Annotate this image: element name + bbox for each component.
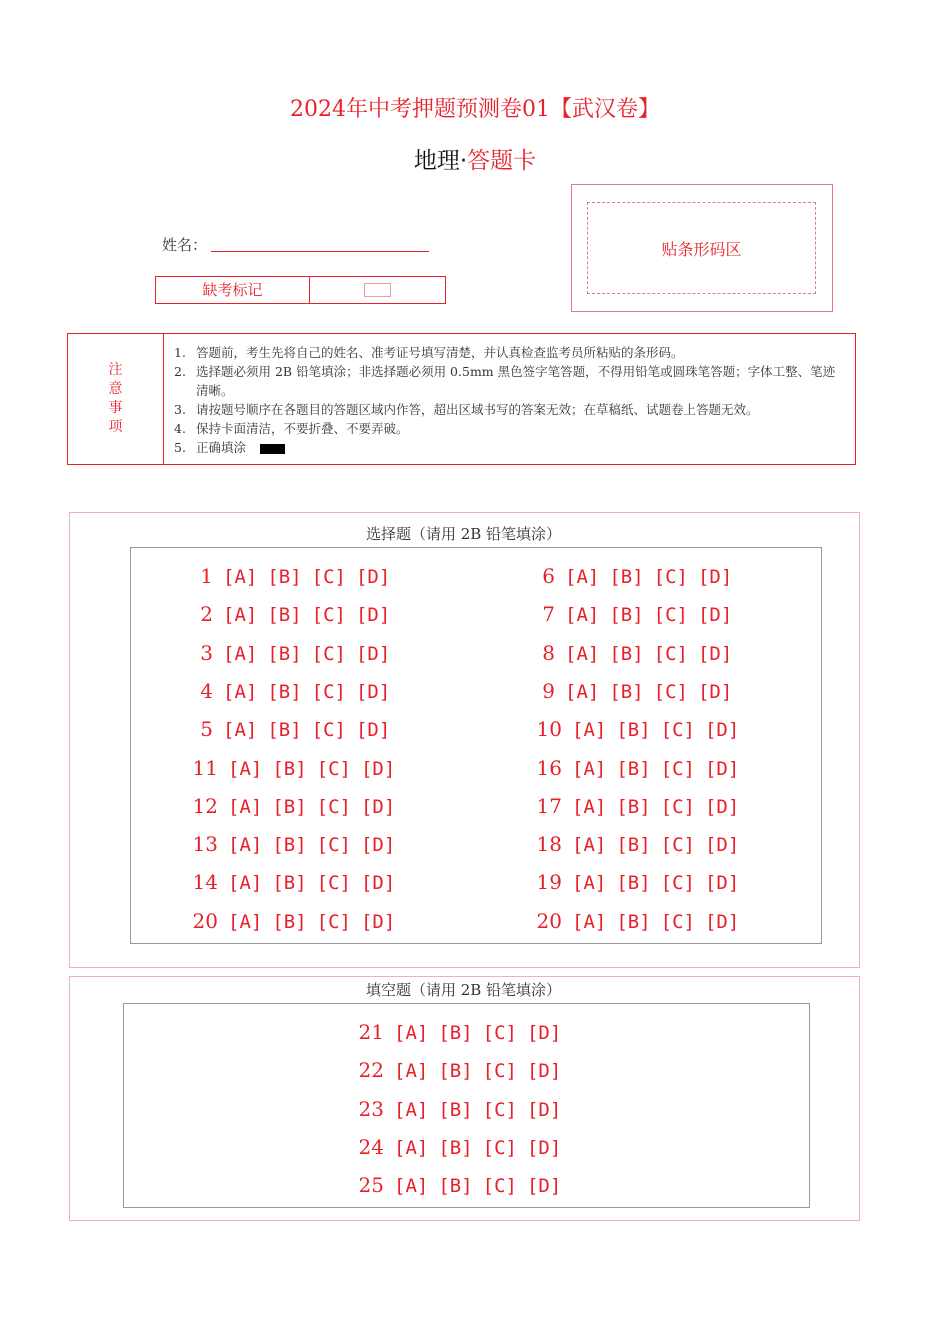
question-number: 20	[536, 908, 562, 933]
question-number: 7	[542, 602, 555, 627]
answer-bubble[interactable]: [A]	[223, 566, 258, 588]
answer-bubble[interactable]: [C]	[311, 604, 346, 627]
note-text: 保持卡面清洁，不要折叠、不要弄破。	[196, 421, 409, 436]
question-number: 13	[192, 832, 218, 857]
answer-bubble[interactable]: [C]	[311, 566, 346, 588]
question-row	[188, 794, 395, 818]
answer-bubble[interactable]: [C]	[653, 566, 688, 588]
answer-bubble[interactable]: [A]	[223, 680, 258, 703]
answer-bubble[interactable]: [B]	[267, 566, 302, 588]
answer-bubble[interactable]: [A]	[572, 719, 607, 742]
answer-bubble[interactable]: [D]	[360, 757, 396, 780]
answer-bubble[interactable]: [B]	[609, 604, 644, 627]
question-number: 18	[536, 832, 562, 857]
question-number: 4	[200, 678, 213, 703]
answer-bubble[interactable]: [B]	[616, 795, 651, 818]
answer-bubble[interactable]: [C]	[316, 872, 351, 895]
answer-bubble[interactable]: [D]	[697, 642, 733, 665]
answer-bubble[interactable]: [C]	[316, 795, 351, 818]
answer-bubble[interactable]: [D]	[355, 642, 391, 665]
question-number: 14	[192, 870, 218, 895]
answer-bubble[interactable]: [D]	[704, 795, 740, 818]
question-number: 23	[358, 1096, 384, 1121]
answer-bubble[interactable]: [A]	[565, 566, 600, 588]
answer-bubble[interactable]: [C]	[482, 1098, 517, 1121]
answer-bubble[interactable]: [A]	[572, 834, 607, 857]
answer-bubble[interactable]: [D]	[704, 757, 740, 780]
answer-bubble[interactable]: [C]	[482, 1060, 517, 1083]
note-text: 答题前，考生先将自己的姓名、准考证号填写清楚，并认真检查监考员所粘贴的条形码。	[196, 345, 684, 360]
answer-bubble[interactable]: [C]	[311, 642, 346, 665]
absent-mark-row	[155, 276, 446, 304]
barcode-placeholder	[587, 202, 816, 294]
question-number: 5	[200, 717, 213, 742]
answer-bubble[interactable]: [B]	[616, 872, 651, 895]
answer-bubble[interactable]: [C]	[660, 834, 695, 857]
note-item	[174, 400, 847, 419]
answer-bubble[interactable]: [A]	[228, 834, 263, 857]
choice-section-title: 选择题（请用 2B 铅笔填涂）	[365, 525, 562, 543]
note-text	[196, 438, 847, 457]
question-number: 19	[536, 870, 562, 895]
question-row	[530, 717, 739, 741]
answer-bubble[interactable]: [C]	[311, 719, 346, 742]
answer-bubble[interactable]: [B]	[272, 910, 307, 933]
question-row	[354, 1097, 561, 1121]
answer-bubble[interactable]: [A]	[223, 604, 258, 627]
answer-bubble[interactable]: [D]	[360, 910, 396, 933]
note-number: 5.	[174, 440, 186, 455]
question-row	[530, 909, 739, 933]
answer-bubble[interactable]: [B]	[272, 834, 307, 857]
question-row	[354, 1020, 561, 1044]
absent-mark-checkbox[interactable]	[364, 283, 391, 297]
answer-bubble[interactable]: [A]	[572, 872, 607, 895]
question-row	[188, 870, 395, 894]
answer-bubble[interactable]: [C]	[660, 719, 695, 742]
notes-heading-char: 意	[108, 381, 123, 397]
notes-heading	[68, 334, 164, 464]
note-number: 1.	[174, 345, 186, 360]
exam-title: 2024年中考押题预测卷01【武汉卷】	[290, 97, 660, 122]
question-number: 3	[200, 640, 213, 665]
question-row	[188, 641, 390, 665]
note-number: 2.	[174, 364, 186, 379]
name-label: 姓名：	[162, 236, 208, 254]
answer-bubble[interactable]: [B]	[267, 604, 302, 627]
answer-bubble[interactable]: [A]	[228, 757, 263, 780]
answer-bubble[interactable]: [B]	[438, 1060, 473, 1083]
subject-dot: ·	[459, 148, 468, 174]
answer-bubble[interactable]: [B]	[438, 1022, 473, 1044]
question-row	[188, 832, 395, 856]
subject-title	[0, 142, 950, 175]
answer-bubble[interactable]: [A]	[565, 604, 600, 627]
answer-bubble[interactable]: [B]	[609, 566, 644, 588]
question-row	[188, 756, 395, 780]
question-number: 17	[536, 793, 562, 818]
answer-bubble[interactable]: [C]	[311, 680, 346, 703]
answer-bubble[interactable]: [B]	[272, 757, 307, 780]
question-row	[530, 832, 739, 856]
question-row	[354, 1135, 561, 1159]
question-row	[188, 602, 390, 626]
answer-bubble[interactable]: [C]	[316, 757, 351, 780]
question-number: 11	[192, 755, 218, 780]
notes-box	[67, 333, 856, 465]
question-number: 9	[542, 678, 555, 703]
notes-heading-char: 事	[108, 400, 123, 416]
question-row	[530, 602, 732, 626]
fill-example-label: 正确填涂	[196, 440, 247, 455]
note-item	[174, 343, 847, 362]
question-number: 8	[542, 640, 555, 665]
answer-bubble[interactable]: [A]	[228, 795, 263, 818]
answer-bubble[interactable]: [A]	[394, 1175, 429, 1198]
notes-heading-char: 注	[108, 362, 123, 378]
answer-bubble[interactable]: [D]	[704, 910, 740, 933]
note-text: 请按题号顺序在各题目的答题区域内作答，超出区域书写的答案无效；在草稿纸、试题卷上答题无效。	[196, 402, 759, 417]
answer-bubble[interactable]: [D]	[360, 834, 396, 857]
answer-bubble[interactable]: [D]	[697, 680, 733, 703]
answer-bubble[interactable]: [D]	[355, 566, 391, 588]
answer-bubble[interactable]: [A]	[572, 795, 607, 818]
answer-bubble[interactable]: [A]	[394, 1060, 429, 1083]
note-item	[174, 438, 847, 457]
answer-bubble[interactable]: [C]	[653, 642, 688, 665]
fill-section-title: 填空题（请用 2B 铅笔填涂）	[365, 981, 562, 999]
answer-bubble[interactable]: [D]	[704, 834, 740, 857]
answer-bubble[interactable]: [D]	[360, 795, 396, 818]
answer-bubble[interactable]: [D]	[355, 604, 391, 627]
answer-bubble[interactable]: [D]	[697, 566, 733, 588]
answer-bubble[interactable]: [A]	[223, 719, 258, 742]
answer-bubble[interactable]: [C]	[660, 795, 695, 818]
answer-bubble[interactable]: [B]	[267, 680, 302, 703]
answer-bubble[interactable]: [B]	[616, 834, 651, 857]
answer-bubble[interactable]: [B]	[438, 1136, 473, 1159]
answer-bubble[interactable]: [C]	[660, 910, 695, 933]
answer-bubble[interactable]: [D]	[704, 872, 740, 895]
answer-bubble[interactable]: [A]	[572, 757, 607, 780]
answer-bubble[interactable]: [A]	[223, 642, 258, 665]
answer-bubble[interactable]: [B]	[616, 910, 651, 933]
question-row	[530, 794, 739, 818]
subject-name: 地理	[413, 148, 460, 174]
absent-mark-label: 缺考标记	[156, 277, 310, 303]
answer-bubble[interactable]: [B]	[609, 642, 644, 665]
answer-bubble[interactable]: [B]	[609, 680, 644, 703]
question-row	[530, 756, 739, 780]
question-row	[530, 564, 732, 588]
answer-bubble[interactable]: [A]	[394, 1098, 429, 1121]
question-row	[188, 717, 390, 741]
answer-bubble[interactable]: [B]	[616, 719, 651, 742]
answer-bubble[interactable]: [C]	[653, 604, 688, 627]
answer-bubble[interactable]: [B]	[616, 757, 651, 780]
question-number: 2	[200, 602, 213, 627]
answer-bubble[interactable]: [C]	[316, 910, 351, 933]
barcode-label: 贴条形码区	[661, 239, 742, 259]
filled-mark-example	[260, 444, 285, 454]
answer-bubble[interactable]: [B]	[267, 719, 302, 742]
question-row	[354, 1058, 561, 1082]
question-number: 6	[542, 564, 555, 588]
question-number: 25	[358, 1173, 384, 1198]
answer-bubble[interactable]: [A]	[228, 872, 263, 895]
question-row	[188, 679, 390, 703]
name-input-line[interactable]	[211, 251, 429, 252]
question-number: 21	[358, 1020, 384, 1044]
answer-bubble[interactable]: [D]	[526, 1060, 562, 1083]
answer-bubble[interactable]: [D]	[355, 680, 391, 703]
answer-bubble[interactable]: [A]	[228, 910, 263, 933]
answer-bubble[interactable]: [D]	[697, 604, 733, 627]
answer-bubble[interactable]: [C]	[653, 680, 688, 703]
answer-bubble[interactable]: [C]	[482, 1175, 517, 1198]
answer-bubble[interactable]: [C]	[660, 757, 695, 780]
answer-bubble[interactable]: [C]	[660, 872, 695, 895]
answer-bubble[interactable]: [D]	[704, 719, 740, 742]
question-row	[530, 870, 739, 894]
answer-bubble[interactable]: [A]	[565, 680, 600, 703]
answer-bubble[interactable]: [B]	[272, 872, 307, 895]
question-number: 16	[536, 755, 562, 780]
note-number: 4.	[174, 421, 186, 436]
absent-mark-cell	[310, 277, 445, 303]
question-number: 10	[536, 717, 562, 742]
answer-bubble[interactable]: [D]	[526, 1136, 562, 1159]
answer-bubble[interactable]: [B]	[272, 795, 307, 818]
answer-bubble[interactable]: [C]	[482, 1136, 517, 1159]
notes-body	[164, 334, 855, 464]
answer-bubble[interactable]: [C]	[316, 834, 351, 857]
question-row	[188, 909, 395, 933]
note-number: 3.	[174, 402, 186, 417]
note-item	[174, 419, 847, 438]
answer-bubble[interactable]: [A]	[394, 1022, 429, 1044]
question-number: 1	[200, 564, 213, 588]
answer-bubble[interactable]: [A]	[572, 910, 607, 933]
answer-bubble[interactable]: [B]	[438, 1098, 473, 1121]
note-text: 选择题必须用 2B 铅笔填涂；非选择题必须用 0.5mm 黑色签字笔答题，不得用铅笔或圆珠笔答题；字体工整、笔迹清晰。	[196, 364, 836, 398]
answer-bubble[interactable]: [D]	[526, 1022, 562, 1044]
answer-bubble[interactable]: [D]	[355, 719, 391, 742]
answer-bubble[interactable]: [B]	[438, 1175, 473, 1198]
answer-bubble[interactable]: [A]	[394, 1136, 429, 1159]
question-row	[354, 1173, 561, 1197]
answer-bubble[interactable]: [D]	[526, 1175, 562, 1198]
answer-bubble[interactable]: [D]	[526, 1098, 562, 1121]
answer-bubble[interactable]: [C]	[482, 1022, 517, 1044]
note-item	[174, 362, 847, 400]
question-number: 22	[358, 1058, 384, 1083]
answer-bubble[interactable]: [D]	[360, 872, 396, 895]
answer-card-label: 答题卡	[467, 148, 537, 174]
answer-bubble[interactable]: [B]	[267, 642, 302, 665]
question-number: 12	[192, 793, 218, 818]
question-number: 24	[358, 1134, 384, 1159]
notes-heading-char: 项	[108, 419, 123, 435]
question-row	[188, 564, 390, 588]
question-number: 20	[192, 908, 218, 933]
answer-bubble[interactable]: [A]	[565, 642, 600, 665]
question-row	[530, 641, 732, 665]
question-row	[530, 679, 732, 703]
